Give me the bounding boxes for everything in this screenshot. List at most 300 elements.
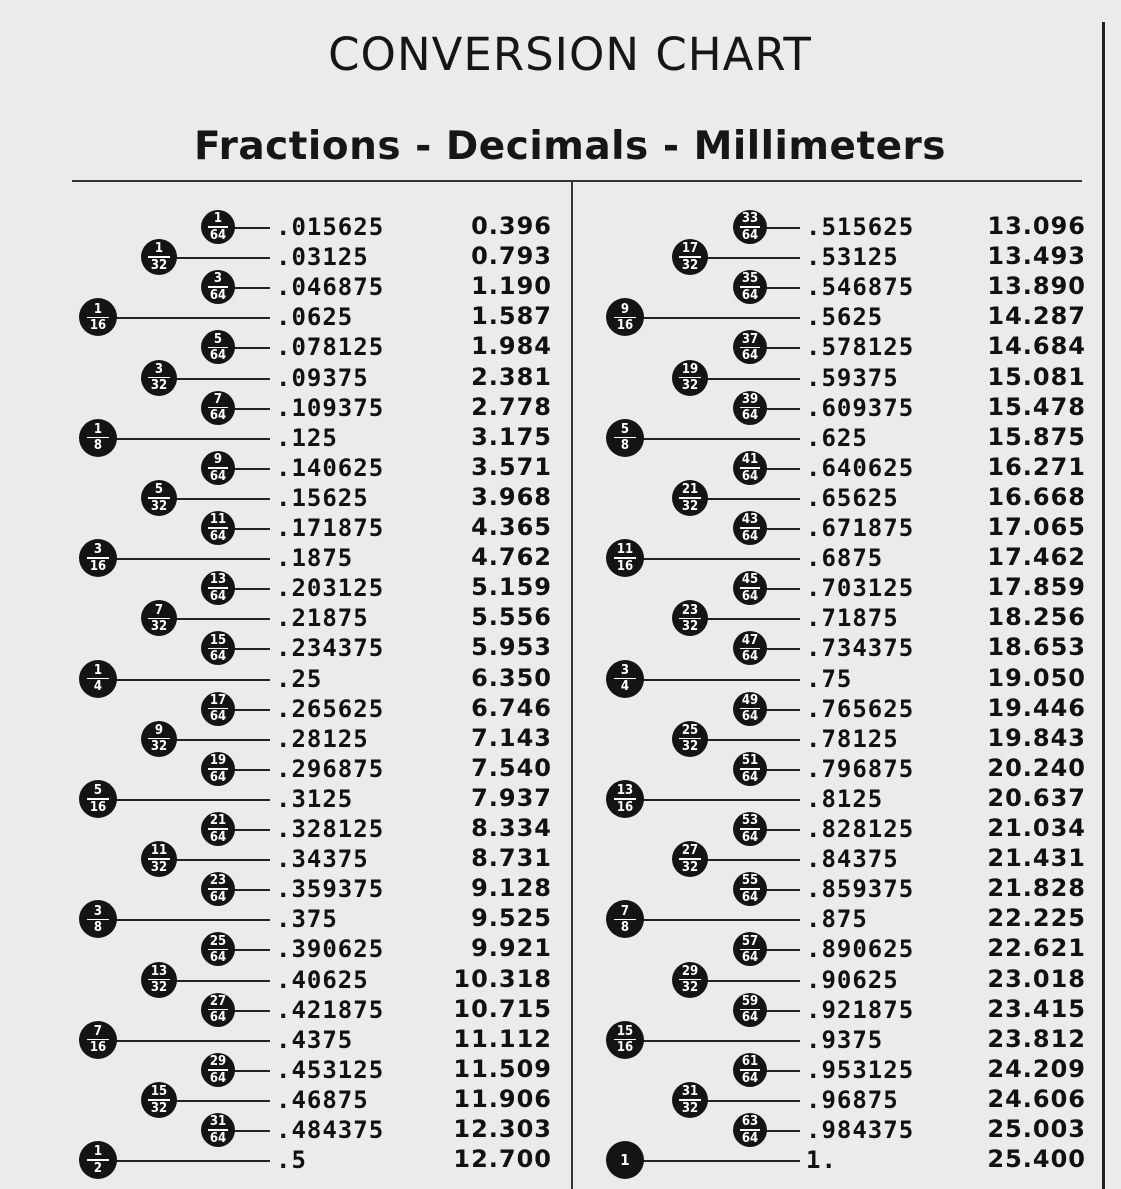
fraction-numerator: 37 — [741, 331, 759, 347]
fraction-denominator: 64 — [209, 649, 227, 665]
decimal-value: .390625 — [276, 935, 385, 964]
decimal-value: .6875 — [806, 544, 884, 573]
fraction-badge-icon — [606, 298, 644, 336]
table-row — [0, 904, 1121, 934]
decimal-value: .53125 — [806, 243, 899, 272]
millimeter-value: 13.493 — [987, 242, 1086, 271]
table-row — [0, 633, 1121, 663]
decimal-value: .421875 — [276, 995, 385, 1024]
fraction-numerator: 1 — [620, 1150, 630, 1169]
fraction-badge-icon — [672, 480, 708, 516]
decimal-value: .046875 — [276, 273, 385, 302]
millimeter-value: 14.287 — [987, 302, 1086, 331]
fraction-badge-icon — [672, 1082, 708, 1118]
fraction-denominator: 32 — [150, 619, 168, 635]
fraction-numerator: 13 — [209, 572, 227, 588]
fraction-numerator: 11 — [150, 843, 168, 859]
fraction-numerator: 7 — [154, 602, 164, 618]
leader-line — [706, 739, 800, 741]
fraction-numerator: 5 — [213, 331, 223, 347]
fraction-numerator: 27 — [681, 843, 699, 859]
table-row — [0, 1145, 1121, 1175]
decimal-value: .890625 — [806, 935, 915, 964]
fraction-denominator: 16 — [616, 318, 634, 334]
fraction-denominator: 64 — [741, 889, 759, 905]
decimal-value: .515625 — [806, 213, 915, 241]
table-row — [0, 212, 1121, 242]
millimeter-value: 13.890 — [987, 272, 1086, 301]
fraction-numerator: 59 — [741, 993, 759, 1009]
millimeter-value: 10.318 — [453, 964, 552, 993]
millimeter-value: 15.875 — [987, 422, 1086, 451]
decimal-value: .1875 — [276, 544, 354, 573]
leader-line — [706, 1100, 800, 1102]
fraction-denominator: 8 — [620, 920, 630, 936]
fraction-numerator: 47 — [741, 632, 759, 648]
fraction-denominator: 64 — [741, 408, 759, 424]
fraction-numerator: 17 — [681, 241, 699, 257]
millimeter-value: 23.018 — [987, 964, 1086, 993]
millimeter-value: 19.843 — [987, 723, 1086, 752]
table-row — [0, 995, 1121, 1025]
fraction-numerator: 9 — [213, 452, 223, 468]
millimeter-value: 21.431 — [987, 844, 1086, 873]
table-row — [0, 543, 1121, 573]
fraction-denominator: 64 — [209, 528, 227, 544]
fraction-denominator: 64 — [209, 227, 227, 243]
fraction-numerator: 3 — [154, 361, 164, 377]
table-row — [0, 754, 1121, 784]
fraction-denominator: 64 — [741, 829, 759, 845]
millimeter-value: 5.556 — [471, 603, 552, 632]
millimeter-value: 2.778 — [471, 392, 552, 421]
millimeter-value: 24.606 — [987, 1084, 1086, 1113]
fraction-denominator: 64 — [209, 709, 227, 725]
fraction-numerator: 15 — [150, 1084, 168, 1100]
decimal-value: .828125 — [806, 815, 915, 843]
decimal-value: .28125 — [276, 724, 369, 753]
decimal-value: .625 — [806, 423, 868, 452]
fraction-numerator: 29 — [209, 1054, 227, 1070]
leader-line — [765, 889, 800, 891]
decimal-value: .9375 — [806, 1025, 884, 1054]
millimeter-value: 23.812 — [987, 1024, 1086, 1053]
table-row — [0, 483, 1121, 513]
decimal-value: .78125 — [806, 724, 899, 753]
fraction-badge-icon — [672, 600, 708, 636]
fraction-denominator: 64 — [741, 1070, 759, 1086]
millimeter-value: 22.225 — [987, 904, 1086, 933]
decimal-value: .15625 — [276, 483, 369, 512]
fraction-badge-icon — [606, 660, 644, 698]
leader-line — [642, 558, 800, 560]
table-row — [0, 965, 1121, 995]
fraction-badge-icon — [733, 631, 767, 665]
leader-line — [765, 709, 800, 711]
millimeter-value: 20.240 — [987, 753, 1086, 782]
fraction-badge-icon — [733, 571, 767, 605]
fraction-numerator: 25 — [209, 933, 227, 949]
fraction-numerator: 11 — [209, 512, 227, 528]
millimeter-value: 12.303 — [453, 1115, 552, 1143]
table-row — [0, 1115, 1121, 1145]
decimal-value: .65625 — [806, 483, 899, 512]
fraction-denominator: 8 — [93, 920, 103, 936]
fraction-badge-icon — [606, 780, 644, 818]
millimeter-value: 19.050 — [987, 663, 1086, 692]
leader-line — [765, 528, 800, 530]
millimeter-value: 8.731 — [471, 844, 552, 873]
decimal-value: .875 — [806, 905, 868, 934]
table-row — [0, 423, 1121, 453]
millimeter-value: 18.256 — [987, 603, 1086, 632]
millimeter-value: 5.953 — [471, 633, 552, 662]
fraction-numerator: 25 — [681, 722, 699, 738]
millimeter-value: 3.968 — [471, 482, 552, 511]
millimeter-value: 11.112 — [453, 1024, 552, 1053]
millimeter-value: 4.365 — [471, 513, 552, 541]
millimeter-value: 0.396 — [471, 212, 552, 240]
fraction-numerator: 5 — [154, 482, 164, 498]
fraction-numerator: 63 — [741, 1114, 759, 1130]
leader-line — [765, 347, 800, 349]
decimal-value: .21875 — [276, 604, 369, 633]
fraction-denominator: 64 — [209, 1130, 227, 1146]
millimeter-value: 12.700 — [453, 1145, 552, 1174]
millimeter-value: 17.065 — [987, 513, 1086, 541]
millimeter-value: 0.793 — [471, 242, 552, 271]
fraction-numerator: 1 — [93, 1144, 103, 1160]
decimal-value: .171875 — [276, 514, 385, 542]
leader-line — [765, 468, 800, 470]
millimeter-value: 15.478 — [987, 392, 1086, 421]
table-row — [0, 573, 1121, 603]
decimal-value: .546875 — [806, 273, 915, 302]
decimal-value: 1. — [806, 1146, 837, 1175]
fraction-denominator: 64 — [209, 287, 227, 303]
fraction-denominator: 64 — [209, 408, 227, 424]
fraction-badge-icon — [733, 692, 767, 726]
fraction-badge-icon — [606, 419, 644, 457]
chart-title: CONVERSION CHART — [328, 28, 812, 81]
millimeter-value: 17.859 — [987, 573, 1086, 602]
fraction-numerator: 1 — [154, 241, 164, 257]
millimeter-value: 11.906 — [453, 1084, 552, 1113]
millimeter-value: 23.415 — [987, 994, 1086, 1023]
decimal-value: .609375 — [806, 393, 915, 422]
fraction-denominator: 64 — [741, 649, 759, 665]
fraction-denominator: 32 — [681, 739, 699, 755]
fraction-denominator: 64 — [741, 348, 759, 364]
table-row — [0, 934, 1121, 964]
leader-line — [706, 378, 800, 380]
decimal-value: .640625 — [806, 453, 915, 482]
decimal-value: .125 — [276, 423, 338, 452]
fraction-denominator: 64 — [209, 889, 227, 905]
decimal-value: .015625 — [276, 213, 385, 241]
fraction-badge-icon — [733, 993, 767, 1027]
fraction-badge-icon — [733, 932, 767, 966]
fraction-badge-icon — [733, 210, 767, 244]
fraction-badge-icon — [606, 1021, 644, 1059]
millimeter-value: 3.175 — [471, 422, 552, 451]
table-row — [0, 393, 1121, 423]
fraction-denominator: 32 — [681, 859, 699, 875]
decimal-value: .8125 — [806, 784, 884, 813]
leader-line — [642, 1160, 800, 1162]
fraction-numerator: 61 — [741, 1054, 759, 1070]
table-row — [0, 724, 1121, 754]
fraction-denominator: 64 — [209, 829, 227, 845]
decimal-value: .203125 — [276, 574, 385, 603]
millimeter-value: 9.128 — [471, 874, 552, 903]
leader-line — [642, 438, 800, 440]
fraction-numerator: 3 — [93, 542, 103, 558]
fraction-badge-icon — [606, 900, 644, 938]
millimeter-value: 4.762 — [471, 543, 552, 572]
millimeter-value: 5.159 — [471, 573, 552, 602]
fraction-numerator: 53 — [741, 813, 759, 829]
fraction-numerator: 15 — [209, 632, 227, 648]
leader-line — [642, 317, 800, 319]
fraction-numerator: 5 — [620, 421, 630, 437]
fraction-denominator: 16 — [616, 558, 634, 574]
fraction-numerator: 29 — [681, 963, 699, 979]
leader-line — [765, 769, 800, 771]
fraction-badge-icon — [606, 1141, 644, 1179]
fraction-denominator: 8 — [620, 438, 630, 454]
decimal-value: .296875 — [276, 754, 385, 783]
decimal-value: .375 — [276, 905, 338, 934]
decimal-value: .109375 — [276, 393, 385, 422]
fraction-numerator: 3 — [620, 662, 630, 678]
fraction-denominator: 32 — [150, 378, 168, 394]
fraction-denominator: 64 — [741, 468, 759, 484]
table-row — [0, 1025, 1121, 1055]
leader-line — [765, 1010, 800, 1012]
decimal-value: .46875 — [276, 1085, 369, 1114]
leader-line — [706, 498, 800, 500]
millimeter-value: 2.381 — [471, 362, 552, 391]
table-row — [0, 332, 1121, 362]
fraction-denominator: 32 — [150, 980, 168, 996]
fraction-badge-icon — [733, 872, 767, 906]
fraction-numerator: 21 — [681, 482, 699, 498]
fraction-numerator: 21 — [209, 813, 227, 829]
decimal-value: .75 — [806, 664, 853, 693]
decimal-value: .796875 — [806, 754, 915, 783]
fraction-numerator: 45 — [741, 572, 759, 588]
leader-line — [765, 648, 800, 650]
decimal-value: .140625 — [276, 453, 385, 482]
fraction-badge-icon — [733, 752, 767, 786]
decimal-value: .03125 — [276, 243, 369, 272]
decimal-value: .4375 — [276, 1025, 354, 1054]
fraction-numerator: 23 — [209, 873, 227, 889]
decimal-value: .234375 — [276, 634, 385, 663]
fraction-numerator: 1 — [93, 301, 103, 317]
fraction-denominator: 64 — [209, 1070, 227, 1086]
fraction-numerator: 55 — [741, 873, 759, 889]
millimeter-value: 22.621 — [987, 934, 1086, 963]
table-row — [0, 302, 1121, 332]
fraction-denominator: 2 — [93, 1160, 103, 1176]
decimal-value: .734375 — [806, 634, 915, 663]
table-row — [0, 694, 1121, 724]
leader-line — [706, 257, 800, 259]
decimal-value: .96875 — [806, 1085, 899, 1114]
fraction-denominator: 32 — [681, 378, 699, 394]
fraction-badge-icon — [733, 1053, 767, 1087]
fraction-badge-icon — [733, 391, 767, 425]
leader-line — [765, 829, 800, 831]
decimal-value: .90625 — [806, 965, 899, 994]
fraction-denominator: 16 — [616, 1040, 634, 1056]
fraction-denominator: 32 — [681, 257, 699, 273]
fraction-denominator: 64 — [209, 1010, 227, 1026]
fraction-denominator: 64 — [741, 769, 759, 785]
millimeter-value: 7.143 — [471, 723, 552, 752]
fraction-badge-icon — [733, 812, 767, 846]
fraction-numerator: 1 — [93, 662, 103, 678]
fraction-denominator: 32 — [150, 498, 168, 514]
millimeter-value: 6.350 — [471, 663, 552, 692]
decimal-value: .09375 — [276, 363, 369, 392]
decimal-value: .921875 — [806, 995, 915, 1024]
fraction-numerator: 9 — [620, 301, 630, 317]
millimeter-value: 10.715 — [453, 994, 552, 1023]
fraction-numerator: 43 — [741, 512, 759, 528]
fraction-numerator: 39 — [741, 391, 759, 407]
fraction-numerator: 31 — [209, 1114, 227, 1130]
fraction-numerator: 51 — [741, 753, 759, 769]
fraction-numerator: 49 — [741, 692, 759, 708]
millimeter-value: 25.003 — [987, 1115, 1086, 1143]
fraction-numerator: 23 — [681, 602, 699, 618]
millimeter-value: 15.081 — [987, 362, 1086, 391]
table-row — [0, 272, 1121, 302]
table-row — [0, 814, 1121, 844]
decimal-value: .453125 — [276, 1055, 385, 1084]
millimeter-value: 6.746 — [471, 693, 552, 722]
table-row — [0, 784, 1121, 814]
millimeter-value: 1.984 — [471, 332, 552, 361]
leader-line — [765, 588, 800, 590]
fraction-denominator: 32 — [150, 739, 168, 755]
fraction-badge-icon — [606, 539, 644, 577]
fraction-badge-icon — [733, 1113, 767, 1147]
fraction-numerator: 27 — [209, 993, 227, 1009]
millimeter-value: 16.271 — [987, 452, 1086, 481]
decimal-value: .078125 — [276, 333, 385, 362]
millimeter-value: 7.937 — [471, 783, 552, 812]
chart-subtitle: Fractions - Decimals - Millimeters — [193, 124, 947, 169]
fraction-denominator: 16 — [89, 799, 107, 815]
fraction-badge-icon — [733, 330, 767, 364]
leader-line — [765, 1130, 800, 1132]
table-row — [0, 603, 1121, 633]
fraction-numerator: 9 — [154, 722, 164, 738]
fraction-numerator: 3 — [93, 903, 103, 919]
table-row — [0, 1085, 1121, 1115]
leader-line — [765, 1070, 800, 1072]
fraction-denominator: 32 — [681, 980, 699, 996]
table-row — [0, 242, 1121, 272]
decimal-value: .703125 — [806, 574, 915, 603]
decimal-value: .59375 — [806, 363, 899, 392]
millimeter-value: 14.684 — [987, 332, 1086, 361]
fraction-numerator: 13 — [150, 963, 168, 979]
table-row — [0, 664, 1121, 694]
fraction-numerator: 7 — [620, 903, 630, 919]
fraction-numerator: 5 — [93, 783, 103, 799]
fraction-denominator: 4 — [620, 679, 630, 695]
leader-line — [765, 408, 800, 410]
fraction-denominator: 64 — [209, 348, 227, 364]
decimal-value: .71875 — [806, 604, 899, 633]
fraction-denominator: 64 — [209, 950, 227, 966]
leader-line — [642, 679, 800, 681]
decimal-value: .40625 — [276, 965, 369, 994]
table-row — [0, 363, 1121, 393]
millimeter-value: 21.034 — [987, 814, 1086, 842]
fraction-denominator: 32 — [681, 498, 699, 514]
fraction-denominator: 64 — [741, 287, 759, 303]
fraction-numerator: 15 — [616, 1023, 634, 1039]
fraction-numerator: 11 — [616, 542, 634, 558]
fraction-badge-icon — [733, 451, 767, 485]
millimeter-value: 24.209 — [987, 1054, 1086, 1083]
decimal-value: .5625 — [806, 303, 884, 332]
fraction-badge-icon — [733, 270, 767, 304]
decimal-value: .3125 — [276, 784, 354, 813]
fraction-numerator: 7 — [213, 391, 223, 407]
leader-line — [706, 980, 800, 982]
leader-line — [765, 949, 800, 951]
leader-line — [765, 227, 800, 229]
leader-line — [706, 618, 800, 620]
fraction-denominator: 64 — [741, 588, 759, 604]
fraction-denominator: 64 — [209, 769, 227, 785]
fraction-denominator: 64 — [741, 227, 759, 243]
table-row — [0, 453, 1121, 483]
decimal-value: .328125 — [276, 815, 385, 843]
table-row — [0, 844, 1121, 874]
millimeter-value: 3.571 — [471, 452, 552, 481]
millimeter-value: 17.462 — [987, 543, 1086, 572]
fraction-numerator: 17 — [209, 692, 227, 708]
fraction-denominator: 8 — [93, 438, 103, 454]
fraction-denominator: 16 — [616, 799, 634, 815]
fraction-denominator: 64 — [741, 1130, 759, 1146]
fraction-denominator: 16 — [89, 318, 107, 334]
fraction-numerator: 13 — [616, 783, 634, 799]
fraction-denominator: 64 — [209, 588, 227, 604]
decimal-value: .34375 — [276, 845, 369, 874]
table-row — [0, 874, 1121, 904]
decimal-value: .671875 — [806, 514, 915, 542]
millimeter-value: 21.828 — [987, 874, 1086, 903]
decimal-value: .84375 — [806, 845, 899, 874]
millimeter-value: 8.334 — [471, 814, 552, 842]
fraction-denominator: 64 — [741, 1010, 759, 1026]
millimeter-value: 18.653 — [987, 633, 1086, 662]
fraction-numerator: 19 — [209, 753, 227, 769]
fraction-numerator: 19 — [681, 361, 699, 377]
decimal-value: .484375 — [276, 1116, 385, 1144]
decimal-value: .765625 — [806, 694, 915, 723]
leader-line — [765, 287, 800, 289]
